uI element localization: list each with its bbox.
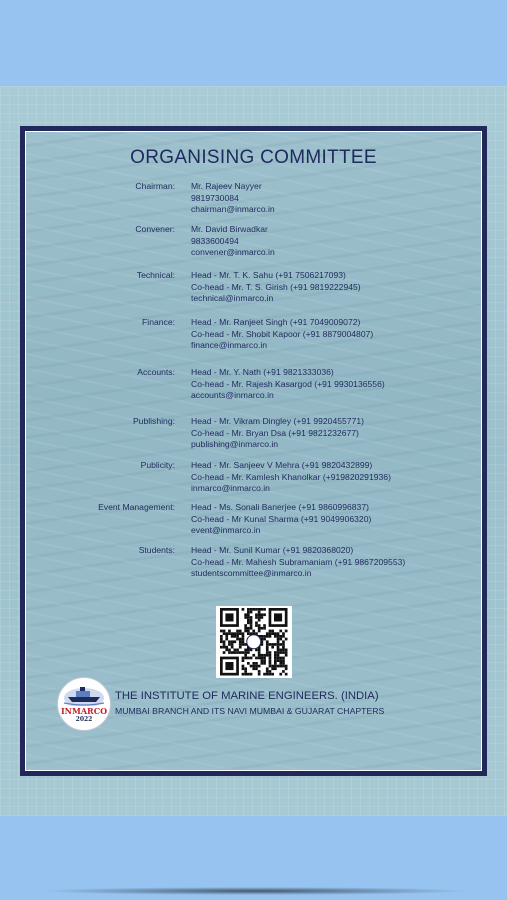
ship-icon bbox=[58, 678, 110, 706]
committee-contact: Co-head - Mr. Mahesh Subramaniam (+91 9867209553) bbox=[191, 556, 406, 567]
inmarco-logo bbox=[57, 677, 111, 731]
committee-details bbox=[191, 270, 361, 305]
committee-details bbox=[191, 181, 275, 216]
logo-wordmark: INMARCO bbox=[60, 706, 108, 716]
committee-contact: Co-head - Mr. Kamlesh Khanolkar (+919820291936) bbox=[191, 471, 391, 482]
committee-contact: Head - Mr. Vikram Dingley (+91 9920455771) bbox=[191, 416, 365, 426]
committee-contact: Co-head - Mr. Shobit Kapoor (+91 8879004807) bbox=[191, 328, 374, 339]
committee-contact: Mr. Rajeev Nayyer bbox=[191, 181, 262, 191]
logo-year: 2022 bbox=[75, 716, 93, 723]
committee-role: Event Management: bbox=[98, 502, 175, 512]
bottom-shadow bbox=[40, 887, 470, 895]
committee-role: Accounts: bbox=[137, 367, 175, 377]
branch-name: MUMBAI BRANCH AND ITS NAVI MUMBAI & GUJARAT CHAPTERS bbox=[115, 706, 385, 716]
committee-contact: Co-head - Mr. Bryan Dsa (+91 9821232677) bbox=[191, 427, 359, 438]
committee-contact: 9833600494 bbox=[191, 235, 239, 246]
poster bbox=[0, 86, 507, 816]
committee-email[interactable]: accounts@inmarco.in bbox=[191, 390, 274, 401]
committee-contact: Head - Mr. Sunil Kumar (+91 9820368020) bbox=[191, 545, 354, 555]
committee-details bbox=[191, 367, 385, 402]
qr-code[interactable] bbox=[216, 606, 292, 678]
poster-frame bbox=[20, 126, 487, 776]
committee-role: Publishing: bbox=[132, 416, 175, 426]
committee-email[interactable]: event@inmarco.in bbox=[191, 525, 261, 536]
committee-details bbox=[191, 545, 405, 580]
committee-contact: Co-head - Mr. T. S. Girish (+91 9819222945) bbox=[191, 281, 361, 292]
committee-role: Finance: bbox=[142, 317, 175, 327]
committee-details bbox=[191, 502, 371, 537]
committee-contact: Mr. David Birwadkar bbox=[191, 224, 268, 234]
committee-details bbox=[191, 317, 373, 352]
committee-contact: Head - Mr. Ranjeet Singh (+91 7049009072) bbox=[191, 317, 361, 327]
committee-contact: Head - Mr. Sanjeev V Mehra (+91 9820432899) bbox=[191, 460, 373, 470]
committee-details bbox=[191, 224, 275, 259]
committee-role: Students: bbox=[138, 545, 175, 555]
committee-email[interactable]: convener@inmarco.in bbox=[191, 247, 275, 258]
committee-contact: Head - Ms. Sonali Banerjee (+91 9860996837) bbox=[191, 502, 369, 512]
poster-panel bbox=[25, 131, 482, 771]
committee-role: Publicity: bbox=[140, 460, 175, 470]
committee-contact: Co-head - Mr Kunal Sharma (+91 9049906320) bbox=[191, 513, 372, 524]
committee-role: Chairman: bbox=[135, 181, 175, 191]
committee-contact: 9819730084 bbox=[191, 192, 239, 203]
committee-email[interactable]: studentscommittee@inmarco.in bbox=[191, 568, 312, 579]
committee-contact: Head - Mr. T. K. Sahu (+91 7506217093) bbox=[191, 270, 346, 280]
committee-email[interactable]: publishing@inmarco.in bbox=[191, 439, 279, 450]
committee-details bbox=[191, 460, 391, 495]
committee-contact: Co-head - Mr. Rajesh Kasargod (+91 9930136556) bbox=[191, 378, 385, 389]
page-title: ORGANISING COMMITTEE bbox=[130, 147, 377, 168]
committee-role: Convener: bbox=[135, 224, 175, 234]
committee-contact: Head - Mr. Y. Nath (+91 9821333036) bbox=[191, 367, 334, 377]
committee-role: Technical: bbox=[136, 270, 175, 280]
committee-email[interactable]: finance@inmarco.in bbox=[191, 340, 268, 351]
committee-email[interactable]: inmarco@inmarco.in bbox=[191, 483, 270, 494]
committee-email[interactable]: chairman@inmarco.in bbox=[191, 204, 275, 215]
institute-name: THE INSTITUTE OF MARINE ENGINEERS. (INDIA) bbox=[115, 690, 379, 702]
committee-email[interactable]: technical@inmarco.in bbox=[191, 293, 274, 304]
committee-details bbox=[191, 416, 364, 451]
